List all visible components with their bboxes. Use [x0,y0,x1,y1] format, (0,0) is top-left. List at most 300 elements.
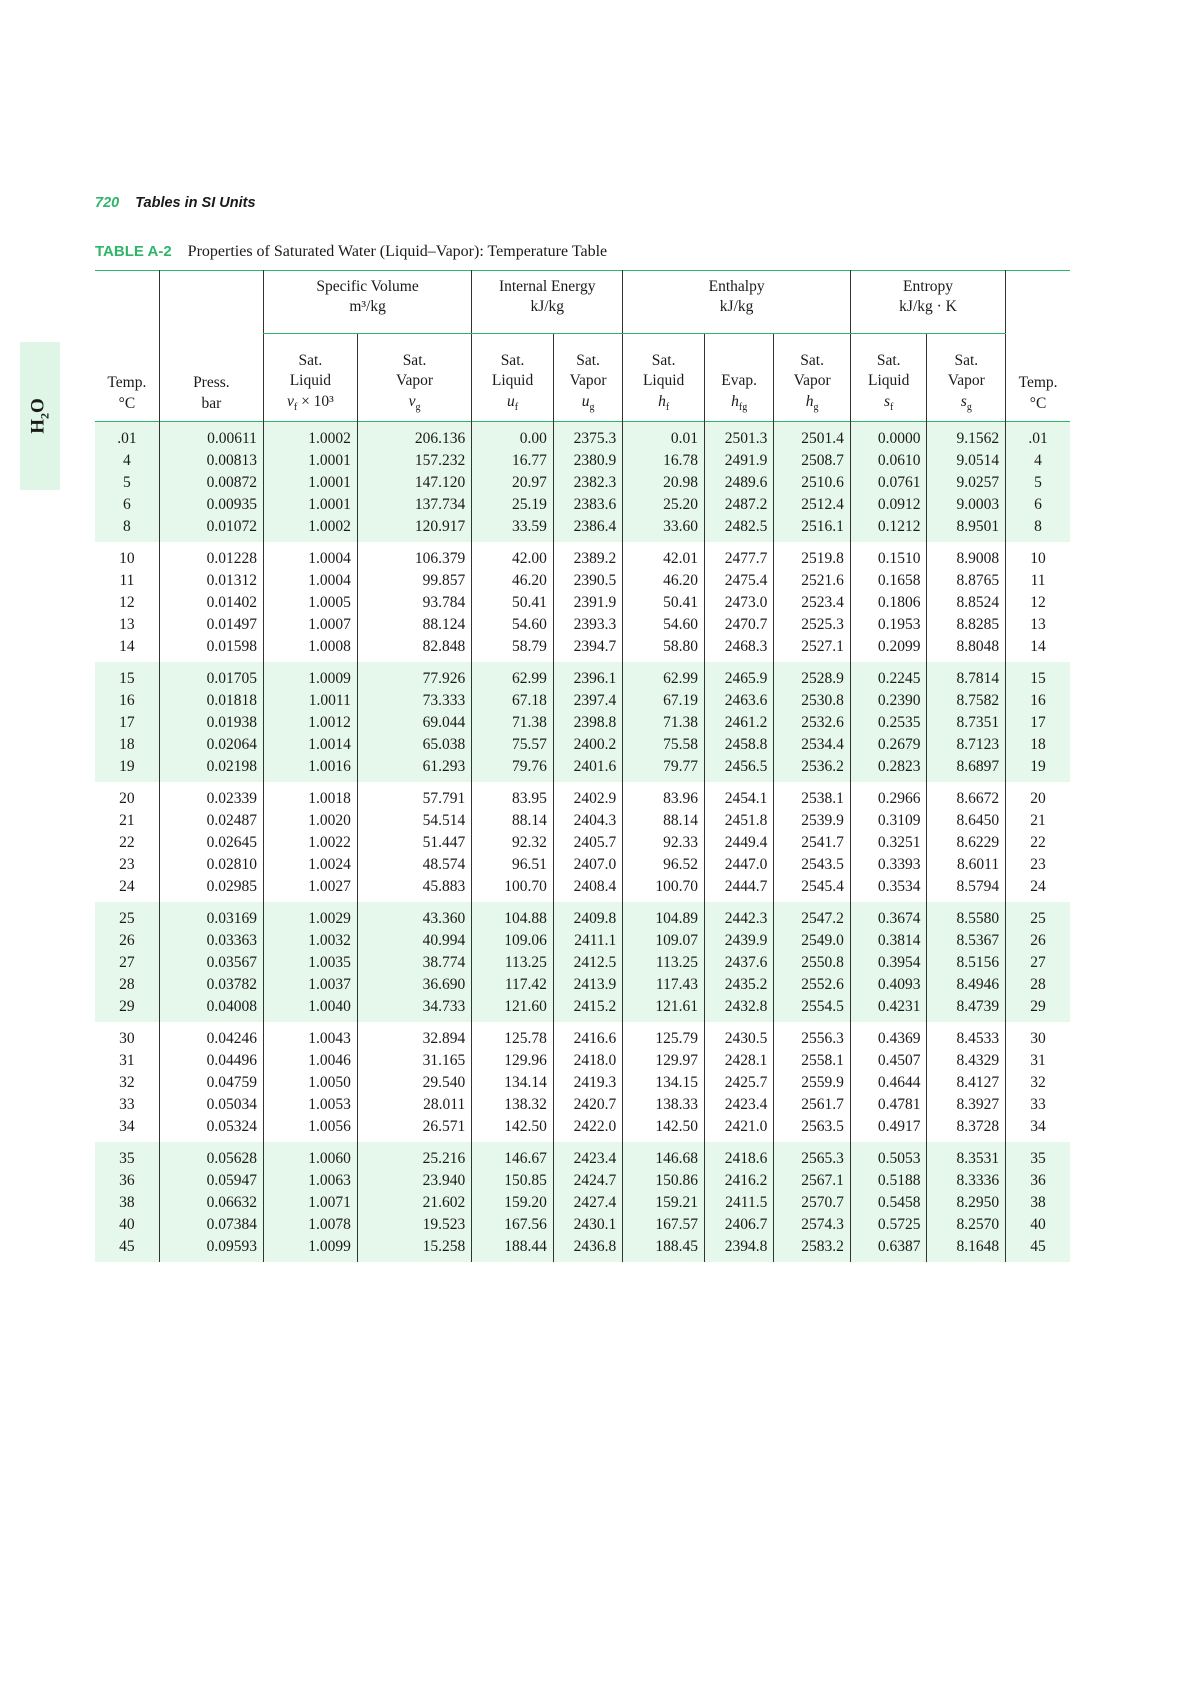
cell-hfg: 2473.0 [704,592,773,614]
cell-temp: 27 [95,952,159,974]
cell-temp: 10 [119,550,135,567]
cell-sf: 0.0761 [850,472,927,494]
cell-sf: 0.4369 [850,1022,927,1050]
cell-hfg: 2394.8 [704,1236,773,1262]
cell-hf: 188.45 [623,1236,705,1262]
cell-uf: 79.76 [472,756,554,782]
table-row [95,636,1070,662]
cell-sf: 0.6387 [850,1236,927,1262]
cell-uf: 20.97 [472,472,554,494]
cell-press: 0.01402 [159,592,263,614]
cell-vf: 1.0022 [263,832,357,854]
cell-press: 0.05034 [159,1094,263,1116]
cell-ug: 2394.7 [553,636,622,662]
cell-sf: 0.4231 [850,996,927,1022]
cell-sg: 8.6229 [927,832,1006,854]
cell-hf: 50.41 [623,592,705,614]
col-hf-liquid: Liquid [642,372,685,390]
cell-press: 0.01228 [159,542,263,570]
cell-hf: 88.14 [623,810,705,832]
col-vg: Sat. Vapor $v_g$ [357,334,471,422]
cell-temp-right: 17 [1006,712,1070,734]
table-row [95,782,1070,810]
cell-temp: 40 [95,1214,159,1236]
col-hg-symbol: h [805,393,814,411]
cell-sg: 8.3728 [927,1116,1006,1142]
cell-temp-right: 38 [1006,1192,1070,1214]
cell-press: 0.02064 [159,734,263,756]
cell-hfg: 2442.3 [704,902,773,930]
cell-sg: 8.3531 [927,1142,1006,1170]
cell-press: 0.05947 [159,1170,263,1192]
cell-press: 0.09593 [159,1236,263,1262]
cell-sg: 9.1562 [927,422,1006,451]
table-block [95,1142,1070,1262]
cell-hg: 2516.1 [774,516,851,542]
cell-sf: 0.4917 [850,1116,927,1142]
cell-hg: 2543.5 [774,854,851,876]
cell-vf: 1.0053 [263,1094,357,1116]
cell-sf: 0.5458 [850,1192,927,1214]
cell-vf: 1.0001 [263,472,357,494]
cell-hf: 33.60 [623,516,705,542]
cell-vf: 1.0004 [263,542,357,570]
cell-sg: 8.3927 [927,1094,1006,1116]
table-row [95,690,1070,712]
cell-press: 0.03782 [159,974,263,996]
table-caption [95,243,607,261]
cell-ug: 2393.3 [553,614,622,636]
cell-vf: 1.0002 [263,516,357,542]
cell-sg: 8.8285 [927,614,1006,636]
cell-vf: 1.0046 [263,1050,357,1072]
cell-ug: 2413.9 [553,974,622,996]
cell-uf: 25.19 [472,494,554,516]
cell-ug: 2412.5 [553,952,622,974]
cell-temp-right: 4 [1006,450,1070,472]
cell-ug: 2390.5 [553,570,622,592]
cell-hf: 138.33 [623,1094,705,1116]
cell-hg: 2541.7 [774,832,851,854]
cell-press: 0.07384 [159,1214,263,1236]
col-ug: Sat. Vapor $u_g$ [553,334,622,422]
cell-vg: 77.926 [357,662,471,690]
col-temp-right [1006,334,1070,422]
cell-vf: 1.0056 [263,1116,357,1142]
cell-hg: 2539.9 [774,810,851,832]
cell-vf: 1.0063 [263,1170,357,1192]
cell-hfg: 2463.6 [704,690,773,712]
cell-vf: 1.0071 [263,1192,357,1214]
cell-press: 0.03567 [159,952,263,974]
group-entropy [850,271,1005,334]
cell-hg: 2528.9 [774,662,851,690]
cell-hfg: 2435.2 [704,974,773,996]
cell-uf: 88.14 [472,810,554,832]
cell-uf: 109.06 [472,930,554,952]
cell-hg: 2583.2 [774,1236,851,1262]
cell-temp: 11 [119,572,135,589]
cell-ug: 2430.1 [553,1214,622,1236]
cell-hg: 2538.1 [774,782,851,810]
cell-hfg: 2418.6 [704,1142,773,1170]
cell-hf: 83.96 [623,782,705,810]
cell-sf: 0.4093 [850,974,927,996]
cell-temp: 21 [119,812,135,829]
group-entropy-unit: kJ/kg · K [899,298,957,316]
cell-sg: 9.0003 [927,494,1006,516]
cell-temp-right: 5 [1006,472,1070,494]
cell-ug: 2420.7 [553,1094,622,1116]
cell-uf: 159.20 [472,1192,554,1214]
cell-hfg: 2437.6 [704,952,773,974]
cell-temp: 8 [95,516,159,542]
table-row [95,1094,1070,1116]
table-block [95,542,1070,662]
cell-hg: 2556.3 [774,1022,851,1050]
col-ug-symbol: u [581,393,590,411]
cell-temp: 16 [95,690,159,712]
cell-temp: 22 [119,834,135,851]
page-number: 720 [95,195,120,211]
cell-press: 0.00872 [159,472,263,494]
cell-ug: 2422.0 [553,1116,622,1142]
col-temp-right-unit: °C [1029,395,1047,413]
cell-sf: 0.1658 [850,570,927,592]
table-row [95,1022,1070,1050]
cell-sg: 8.4329 [927,1050,1006,1072]
cell-vg: 25.216 [357,1142,471,1170]
cell-sf: 0.3674 [850,902,927,930]
cell-hfg: 2470.7 [704,614,773,636]
cell-temp: 13 [119,616,135,633]
cell-sg: 8.6450 [927,810,1006,832]
cell-vg: 106.379 [357,542,471,570]
cell-vf: 1.0043 [263,1022,357,1050]
cell-vf: 1.0012 [263,712,357,734]
col-ug-vapor: Vapor [569,372,607,390]
cell-press: 0.01598 [159,636,263,662]
cell-uf: 121.60 [472,996,554,1022]
cell-hfg: 2406.7 [704,1214,773,1236]
cell-temp: 18 [95,734,159,756]
col-hf-sat: Sat. [651,351,676,369]
cell-temp-right: 45 [1006,1236,1070,1262]
cell-sg: 8.4127 [927,1072,1006,1094]
cell-uf: 150.85 [472,1170,554,1192]
cell-uf: 92.32 [472,832,554,854]
cell-hf: 62.99 [623,662,705,690]
col-press-label: Press. [193,374,230,392]
cell-hf: 129.97 [623,1050,705,1072]
cell-press: 0.02339 [159,782,263,810]
col-vg-sat: Sat. [402,351,427,369]
table-row [95,516,1070,542]
col-sg-vapor: Vapor [947,372,985,390]
cell-sg: 9.0514 [927,450,1006,472]
cell-sf: 0.3393 [850,854,927,876]
cell-sf: 0.4781 [850,1094,927,1116]
cell-hfg: 2444.7 [704,876,773,902]
cell-hfg: 2423.4 [704,1094,773,1116]
cell-vg: 36.690 [357,974,471,996]
saturated-water-table [95,270,1070,1262]
cell-vg: 137.734 [357,494,471,516]
cell-ug: 2416.6 [553,1022,622,1050]
cell-ug: 2408.4 [553,876,622,902]
col-hg-sat: Sat. [800,351,824,369]
cell-hfg: 2461.2 [704,712,773,734]
cell-ug: 2415.2 [553,996,622,1022]
cell-sf: 0.5053 [850,1142,927,1170]
cell-press: 0.01497 [159,614,263,636]
cell-temp-right: 31 [1006,1050,1070,1072]
cell-sg: 8.8048 [927,636,1006,662]
col-uf-liquid: Liquid [491,372,534,390]
col-sg-sat: Sat. [954,351,979,369]
cell-temp: 30 [119,1030,135,1047]
cell-hg: 2545.4 [774,876,851,902]
cell-temp: 15 [95,662,159,690]
cell-hg: 2567.1 [774,1170,851,1192]
cell-vg: 120.917 [357,516,471,542]
cell-sg: 8.5367 [927,930,1006,952]
cell-vg: 69.044 [357,712,471,734]
cell-hfg: 2439.9 [704,930,773,952]
cell-ug: 2411.1 [553,930,622,952]
cell-hfg: 2501.3 [704,422,773,451]
col-sf-symbol: s [884,393,891,411]
cell-temp: 23 [119,856,135,873]
cell-uf: 33.59 [472,516,554,542]
table-row [95,854,1070,876]
cell-vf: 1.0060 [263,1142,357,1170]
cell-temp-right: 10 [1006,542,1070,570]
cell-uf: 16.77 [472,450,554,472]
cell-press: 0.00935 [159,494,263,516]
table-header [95,271,1070,422]
cell-hg: 2512.4 [774,494,851,516]
cell-sf: 0.2099 [850,636,927,662]
cell-press: 0.04496 [159,1050,263,1072]
cell-temp-right: 20 [1006,782,1070,810]
cell-hg: 2574.3 [774,1214,851,1236]
cell-ug: 2409.8 [553,902,622,930]
cell-press: 0.03363 [159,930,263,952]
cell-press: 0.05628 [159,1142,263,1170]
cell-uf: 54.60 [472,614,554,636]
cell-temp-right: 13 [1006,614,1070,636]
cell-temp-right: 40 [1006,1214,1070,1236]
cell-sf: 0.0912 [850,494,927,516]
group-entropy-label: Entropy [903,278,953,295]
cell-temp: 29 [95,996,159,1022]
cell-hfg: 2451.8 [704,810,773,832]
cell-ug: 2424.7 [553,1170,622,1192]
table-row [95,472,1070,494]
group-internal-energy [472,271,623,334]
table-row [95,494,1070,516]
table-row [95,1192,1070,1214]
cell-hf: 75.58 [623,734,705,756]
cell-hfg: 2489.6 [704,472,773,494]
cell-hg: 2536.2 [774,756,851,782]
cell-press: 0.02645 [159,832,263,854]
cell-ug: 2391.9 [553,592,622,614]
cell-vf: 1.0032 [263,930,357,952]
cell-hfg: 2458.8 [704,734,773,756]
cell-sf: 0.2679 [850,734,927,756]
col-sg-symbol: s [960,393,967,411]
cell-ug: 2436.8 [553,1236,622,1262]
cell-sf: 0.3954 [850,952,927,974]
cell-hg: 2554.5 [774,996,851,1022]
cell-vg: 45.883 [357,876,471,902]
cell-press: 0.04759 [159,1072,263,1094]
col-temp [95,334,159,422]
cell-vf: 1.0016 [263,756,357,782]
cell-hf: 42.01 [623,542,705,570]
cell-uf: 71.38 [472,712,554,734]
table-row [95,662,1070,690]
cell-vg: 15.258 [357,1236,471,1262]
cell-hf: 20.98 [623,472,705,494]
col-temp-unit: °C [118,395,136,413]
cell-temp: 12 [119,594,135,611]
cell-vf: 1.0002 [263,422,357,451]
cell-vg: 73.333 [357,690,471,712]
cell-hfg: 2432.8 [704,996,773,1022]
cell-press: 0.01705 [159,662,263,690]
cell-temp-right: 21 [1006,810,1070,832]
cell-vg: 57.791 [357,782,471,810]
cell-sg: 8.5794 [927,876,1006,902]
cell-vf: 1.0099 [263,1236,357,1262]
cell-hf: 113.25 [623,952,705,974]
cell-vg: 40.994 [357,930,471,952]
cell-ug: 2389.2 [553,542,622,570]
cell-vg: 157.232 [357,450,471,472]
cell-sg: 8.4946 [927,974,1006,996]
cell-temp-right: 19 [1006,756,1070,782]
cell-uf: 96.51 [472,854,554,876]
col-hf-symbol: h [658,393,666,411]
cell-hfg: 2421.0 [704,1116,773,1142]
cell-temp: 28 [95,974,159,996]
cell-temp: 6 [95,494,159,516]
cell-temp: 31 [119,1052,135,1069]
cell-uf: 58.79 [472,636,554,662]
cell-temp: 34 [119,1118,135,1135]
col-press [159,334,263,422]
cell-hf: 167.57 [623,1214,705,1236]
table-row [95,1072,1070,1094]
table-row [95,952,1070,974]
cell-vf: 1.0011 [263,690,357,712]
cell-sf: 0.5188 [850,1170,927,1192]
cell-uf: 167.56 [472,1214,554,1236]
cell-uf: 129.96 [472,1050,554,1072]
table-block [95,662,1070,782]
cell-uf: 188.44 [472,1236,554,1262]
col-hfg: Evap. $h_{fg}$ [704,334,773,422]
cell-sg: 8.6011 [927,854,1006,876]
cell-hf: 121.61 [623,996,705,1022]
group-internal-energy-label: Internal Energy [498,278,596,295]
cell-vg: 38.774 [357,952,471,974]
cell-temp: 20 [119,790,135,807]
cell-hf: 79.77 [623,756,705,782]
cell-vg: 19.523 [357,1214,471,1236]
cell-uf: 138.32 [472,1094,554,1116]
cell-sg: 8.4533 [927,1022,1006,1050]
cell-uf: 146.67 [472,1142,554,1170]
cell-sg: 9.0257 [927,472,1006,494]
cell-temp: 17 [95,712,159,734]
cell-temp: 25 [95,902,159,930]
cell-press: 0.01938 [159,712,263,734]
cell-hfg: 2477.7 [704,542,773,570]
col-ug-sat: Sat. [576,351,600,369]
cell-ug: 2380.9 [553,450,622,472]
cell-vg: 61.293 [357,756,471,782]
cell-hfg: 2465.9 [704,662,773,690]
cell-ug: 2401.6 [553,756,622,782]
table-block [95,422,1070,543]
table-row [95,902,1070,930]
cell-uf: 50.41 [472,592,554,614]
table-row [95,930,1070,952]
cell-sf: 0.4644 [850,1072,927,1094]
cell-uf: 75.57 [472,734,554,756]
cell-vf: 1.0027 [263,876,357,902]
cell-vg: 31.165 [357,1050,471,1072]
cell-ug: 2386.4 [553,516,622,542]
table-title: Properties of Saturated Water (Liquid–Vapor): Temperature Table [187,243,608,260]
cell-hg: 2547.2 [774,902,851,930]
cell-sg: 8.8765 [927,570,1006,592]
cell-temp: 36 [95,1170,159,1192]
cell-vg: 26.571 [357,1116,471,1142]
cell-temp-right: 34 [1006,1116,1070,1142]
cell-press: 0.05324 [159,1116,263,1142]
cell-press: 0.02487 [159,810,263,832]
col-vf: Sat. Liquid $v_f \times 10^3$ [263,334,357,422]
cell-hfg: 2449.4 [704,832,773,854]
cell-sg: 8.5156 [927,952,1006,974]
col-sf-liquid: Liquid [868,372,910,390]
cell-sf: 0.1510 [850,542,927,570]
col-vf-symbol: v [286,393,294,411]
cell-vf: 1.0029 [263,902,357,930]
cell-sg: 8.5580 [927,902,1006,930]
cell-hf: 142.50 [623,1116,705,1142]
cell-sg: 8.7814 [927,662,1006,690]
cell-sf: 0.0610 [850,450,927,472]
cell-ug: 2397.4 [553,690,622,712]
cell-temp: 4 [95,450,159,472]
cell-hf: 92.33 [623,832,705,854]
cell-sf: 0.3109 [850,810,927,832]
cell-hg: 2570.7 [774,1192,851,1214]
cell-hg: 2559.9 [774,1072,851,1094]
cell-hg: 2550.8 [774,952,851,974]
side-tab [20,342,60,490]
cell-hf: 25.20 [623,494,705,516]
col-hfg-symbol: h [731,393,739,411]
cell-uf: 0.00 [472,422,554,451]
col-uf-sat: Sat. [500,351,525,369]
